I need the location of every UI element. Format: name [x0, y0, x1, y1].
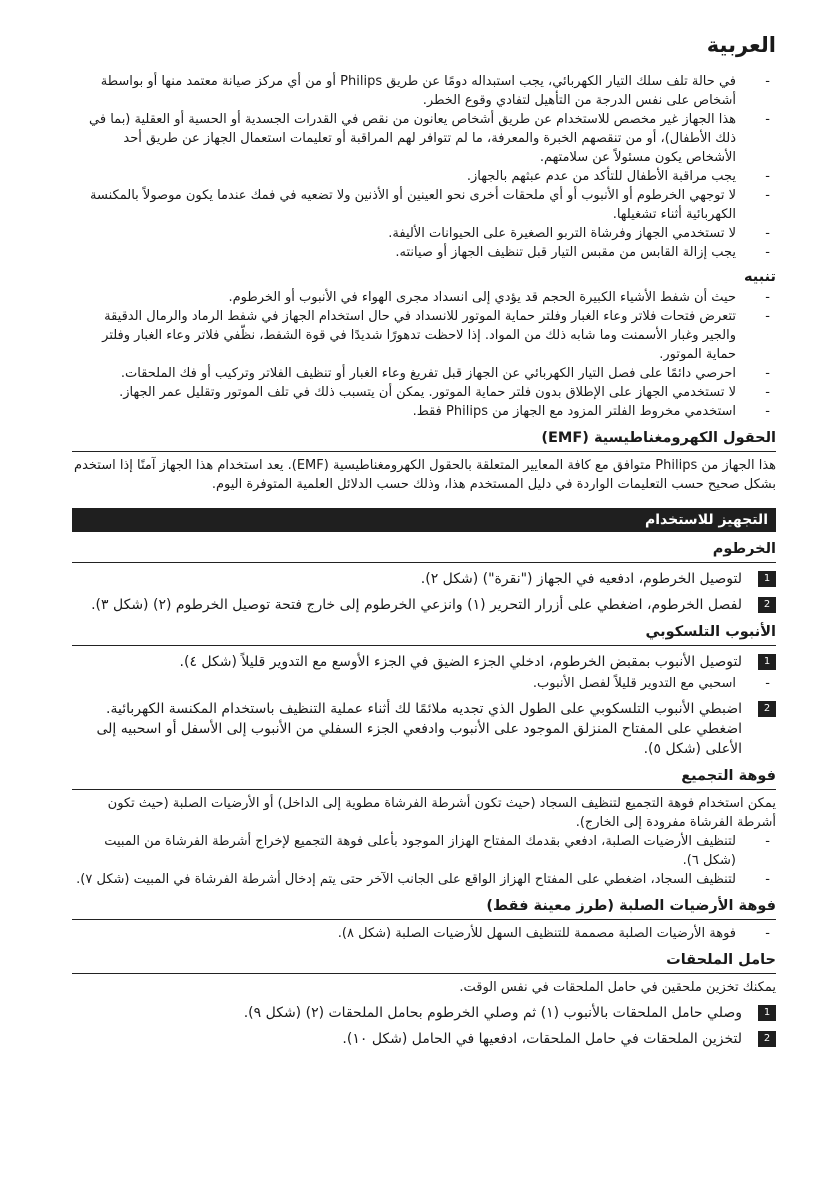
step-item: [72, 699, 776, 759]
list-item: - فوهة الأرضيات الصلبة مصممة للتنظيف السهل للأرضيات الصلبة (شكل ٨).: [72, 924, 776, 943]
emf-heading: الحقول الكهرومغناطيسية (EMF): [72, 427, 776, 452]
step-number: 2: [758, 597, 776, 613]
hard-floor-heading: فوهة الأرضيات الصلبة (طرز معينة فقط): [72, 895, 776, 920]
tube-steps: [72, 652, 776, 672]
emf-text: هذا الجهاز من Philips متوافق مع كافة المعايير المتعلقة بالحقول الكهرومغناطيسية (EMF). يعد استخدام هذا الجهاز آمنًا إذا استخدم بشكل صحيح حسب التعليمات الواردة في دليل المستخدم هذا، وذلك حسب الدلائل العلمية المتوفرة اليوم.: [74, 458, 776, 492]
holder-heading: حامل الملحقات: [72, 949, 776, 974]
holder-steps: [72, 1003, 776, 1049]
list-item: - هذا الجهاز غير مخصص للاستخدام عن طريق أشخاص يعانون من نقص في القدرات الجسدية أو الحسية أو العقلية (بما في ذلك الأطفال)، أو من تنقصهم الخبرة والمعرفة، ما لم تتوافر لهم المراقبة أو تعليمات استعمال الجهاز عن طريق أحد الأشخاص يكون مسئولاً عن سلامتهم.: [72, 110, 776, 167]
list-item: - يجب إزالة القابس من مقبس التيار قبل تنظيف الجهاز أو صيانته.: [72, 243, 776, 262]
list-item: - لا تستخدمي الجهاز وفرشاة التربو الصغيرة على الحيوانات الأليفة.: [72, 224, 776, 243]
hard-floor-list: [72, 924, 776, 943]
list-item: - استخدمي مخروط الفلتر المزود مع الجهاز من Philips فقط.: [72, 402, 776, 421]
step-number: 1: [758, 571, 776, 587]
list-item: - اسحبي مع التدوير قليلاً لفصل الأنبوب.: [72, 674, 776, 693]
tube-sub-list: [72, 674, 776, 693]
step-text: اضبطي الأنبوب التلسكوبي على الطول الذي تجديه ملائمًا لك أثناء عملية التنظيف باستخدام المكنسة الكهربائية. اضغطي على المفتاح المنزلق الموجود على الأنبوب وادفعي الجزء السفلي من الأنبوب إلى الأسفل أو اسحبيه إلى الأعلى (شكل ٥).: [96, 701, 742, 757]
list-item: - لا توجهي الخرطوم أو الأنبوب أو أي ملحقات أخرى نحو العينين أو الأذنين ولا تضعيه في فمك عندما يكون موصولاً بالمكنسة الكهربائية أثناء تشغيلها.: [72, 186, 776, 224]
warnings-list: [72, 72, 776, 262]
step-number: 2: [758, 1031, 776, 1047]
list-item: - لتنظيف السجاد، اضغطي على المفتاح الهزاز الواقع على الجانب الآخر حتى يتم إدخال أشرطة الفرشاة في المبيت (شكل ٧).: [72, 870, 776, 889]
list-item: - لتنظيف الأرضيات الصلبة، ادفعي بقدمك المفتاح الهزاز الموجود بأعلى فوهة التجميع لإخراج أشرطة الفرشاة من المبيت (شكل ٦).: [72, 832, 776, 870]
step-item: [72, 569, 776, 589]
nozzle-heading: فوهة التجميع: [72, 765, 776, 790]
nozzle-list: [72, 832, 776, 889]
caution-heading: تنبيه: [744, 269, 776, 285]
prep-section-bar: التجهيز للاستخدام: [72, 508, 776, 532]
step-item: [72, 595, 776, 615]
step-number: 2: [758, 701, 776, 717]
step-number: 1: [758, 1005, 776, 1021]
step-text: لفصل الخرطوم، اضغطي على أزرار التحرير (١) وانزعي الخرطوم إلى خارج فتحة توصيل الخرطوم (٢) (شكل ٣).: [91, 597, 742, 613]
tube-steps-2: [72, 699, 776, 759]
step-text: لتوصيل الأنبوب بمقبض الخرطوم، ادخلي الجزء الضيق في الجزء الأوسع مع التدوير قليلاً (شكل ٤).: [179, 654, 742, 670]
hose-steps: [72, 569, 776, 615]
step-text: وصلي حامل الملحقات بالأنبوب (١) ثم وصلي الخرطوم بحامل الملحقات (٢) (شكل ٩).: [243, 1005, 742, 1021]
manual-page: [72, 30, 776, 1049]
nozzle-text: يمكن استخدام فوهة التجميع لتنظيف السجاد (حيث تكون أشرطة الفرشاة مطوية إلى الداخل) أو الأرضيات الصلبة (حيث تكون أشرطة الفرشاة مفرودة إلى الخارج).: [107, 796, 776, 830]
list-item: - تتعرض فتحات فلاتر وعاء الغبار وفلتر حماية الموتور للانسداد في حال استخدام الجهاز في شفط الرماد والرمال الدقيقة والجير وغبار الأسمنت وما شابه ذلك من المواد. إذا لاحظت تدهورًا شديدًا في قوة الشفط، نظّفي فلاتر وعاء الغبار وفلتر حماية الموتور.: [72, 307, 776, 364]
step-number: 1: [758, 654, 776, 670]
list-item: - احرصي دائمًا على فصل التيار الكهربائي عن الجهاز قبل تفريغ وعاء الغبار أو تنظيف الفلاتر وتركيب أو فك الملحقات.: [72, 364, 776, 383]
caution-list: [72, 288, 776, 421]
list-item: - في حالة تلف سلك التيار الكهربائي، يجب استبداله دومًا عن طريق Philips أو من أي مركز صيانة معتمد منها أو بواسطة أشخاص على نفس الدرجة من التأهيل لتفادي وقوع الخطر.: [72, 72, 776, 110]
step-text: لتخزين الملحقات في حامل الملحقات، ادفعيها في الحامل (شكل ١٠).: [342, 1031, 742, 1047]
hose-heading: الخرطوم: [72, 538, 776, 563]
step-item: [72, 1003, 776, 1023]
list-item: - حيث أن شفط الأشياء الكبيرة الحجم قد يؤدي إلى انسداد مجرى الهواء في الأنبوب أو الخرطوم.: [72, 288, 776, 307]
step-item: [72, 652, 776, 672]
step-text: لتوصيل الخرطوم، ادفعيه في الجهاز ("نقرة") (شكل ٢).: [420, 571, 742, 587]
list-item: - يجب مراقبة الأطفال للتأكد من عدم عبثهم بالجهاز.: [72, 167, 776, 186]
language-title: العربية: [706, 33, 776, 57]
tube-heading: الأنبوب التلسكوبي: [72, 621, 776, 646]
step-item: [72, 1029, 776, 1049]
list-item: - لا تستخدمي الجهاز على الإطلاق بدون فلتر حماية الموتور. يمكن أن يتسبب ذلك في تلف الموتور وتقليل عمر الجهاز.: [72, 383, 776, 402]
holder-text: يمكنك تخزين ملحقين في حامل الملحقات في نفس الوقت.: [459, 980, 776, 995]
